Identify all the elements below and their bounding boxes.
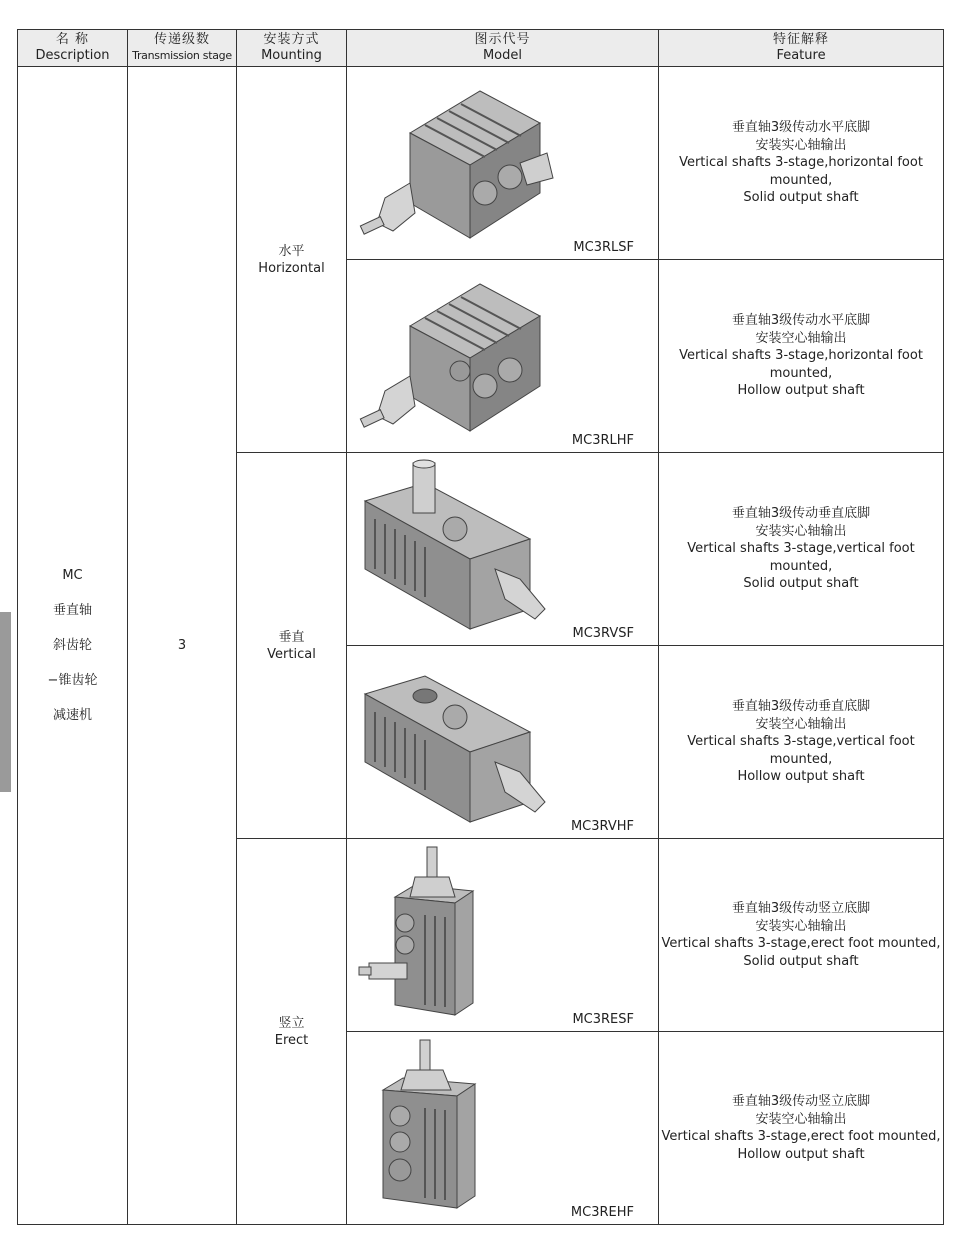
feature-cell: 垂直轴3级传动水平底脚 安装空心轴输出 Vertical shafts 3-stage,horizontal foot mounted, Hollow output shaft — [659, 260, 944, 453]
erect-gearbox-solid-shaft-icon — [355, 845, 555, 1023]
header-description: 名 称 Description — [18, 30, 128, 67]
header-mounting: 安装方式 Mounting — [237, 30, 347, 67]
model-cell: MC3RLHF — [347, 260, 659, 453]
mounting-erect-cell: 竖立 Erect — [237, 839, 347, 1225]
mounting-horizontal-cell: 水平 Horizontal — [237, 67, 347, 453]
feature-cell: 垂直轴3级传动垂直底脚 安装空心轴输出 Vertical shafts 3-stage,vertical foot mounted, Hollow output shaft — [659, 646, 944, 839]
transmission-stage-cell: 3 — [128, 67, 237, 1225]
description-cell: MC 垂直轴 斜齿轮 −锥齿轮 减速机 — [18, 67, 128, 1225]
model-cell: MC3RLSF — [347, 67, 659, 260]
horizontal-gearbox-solid-shaft-icon — [355, 73, 555, 251]
table-row — [18, 67, 944, 260]
header-transmission-stage: 传递级数 Transmission stage — [128, 30, 237, 67]
model-cell: MC3RESF — [347, 839, 659, 1032]
header-feature: 特征解释 Feature — [659, 30, 944, 67]
table-header-row — [18, 30, 944, 67]
model-cell: MC3REHF — [347, 1032, 659, 1225]
model-cell: MC3RVHF — [347, 646, 659, 839]
vertical-gearbox-hollow-shaft-icon — [355, 652, 555, 830]
vertical-gearbox-solid-shaft-icon — [355, 459, 555, 637]
mounting-vertical-cell: 垂直 Vertical — [237, 453, 347, 839]
feature-cell: 垂直轴3级传动垂直底脚 安装实心轴输出 Vertical shafts 3-stage,vertical foot mounted, Solid output shaft — [659, 453, 944, 646]
horizontal-gearbox-hollow-shaft-icon — [355, 266, 555, 444]
model-cell: MC3RVSF — [347, 453, 659, 646]
feature-cell: 垂直轴3级传动竖立底脚 安装空心轴输出 Vertical shafts 3-stage,erect foot mounted, Hollow output shaft — [659, 1032, 944, 1225]
feature-cell: 垂直轴3级传动水平底脚 安装实心轴输出 Vertical shafts 3-stage,horizontal foot mounted, Solid output shaft — [659, 67, 944, 260]
gear-reducer-spec-table — [17, 29, 944, 1225]
erect-gearbox-hollow-shaft-icon — [355, 1038, 555, 1216]
side-index-tab — [0, 612, 11, 792]
feature-cell: 垂直轴3级传动竖立底脚 安装实心轴输出 Vertical shafts 3-stage,erect foot mounted, Solid output shaft — [659, 839, 944, 1032]
header-model: 图示代号 Model — [347, 30, 659, 67]
